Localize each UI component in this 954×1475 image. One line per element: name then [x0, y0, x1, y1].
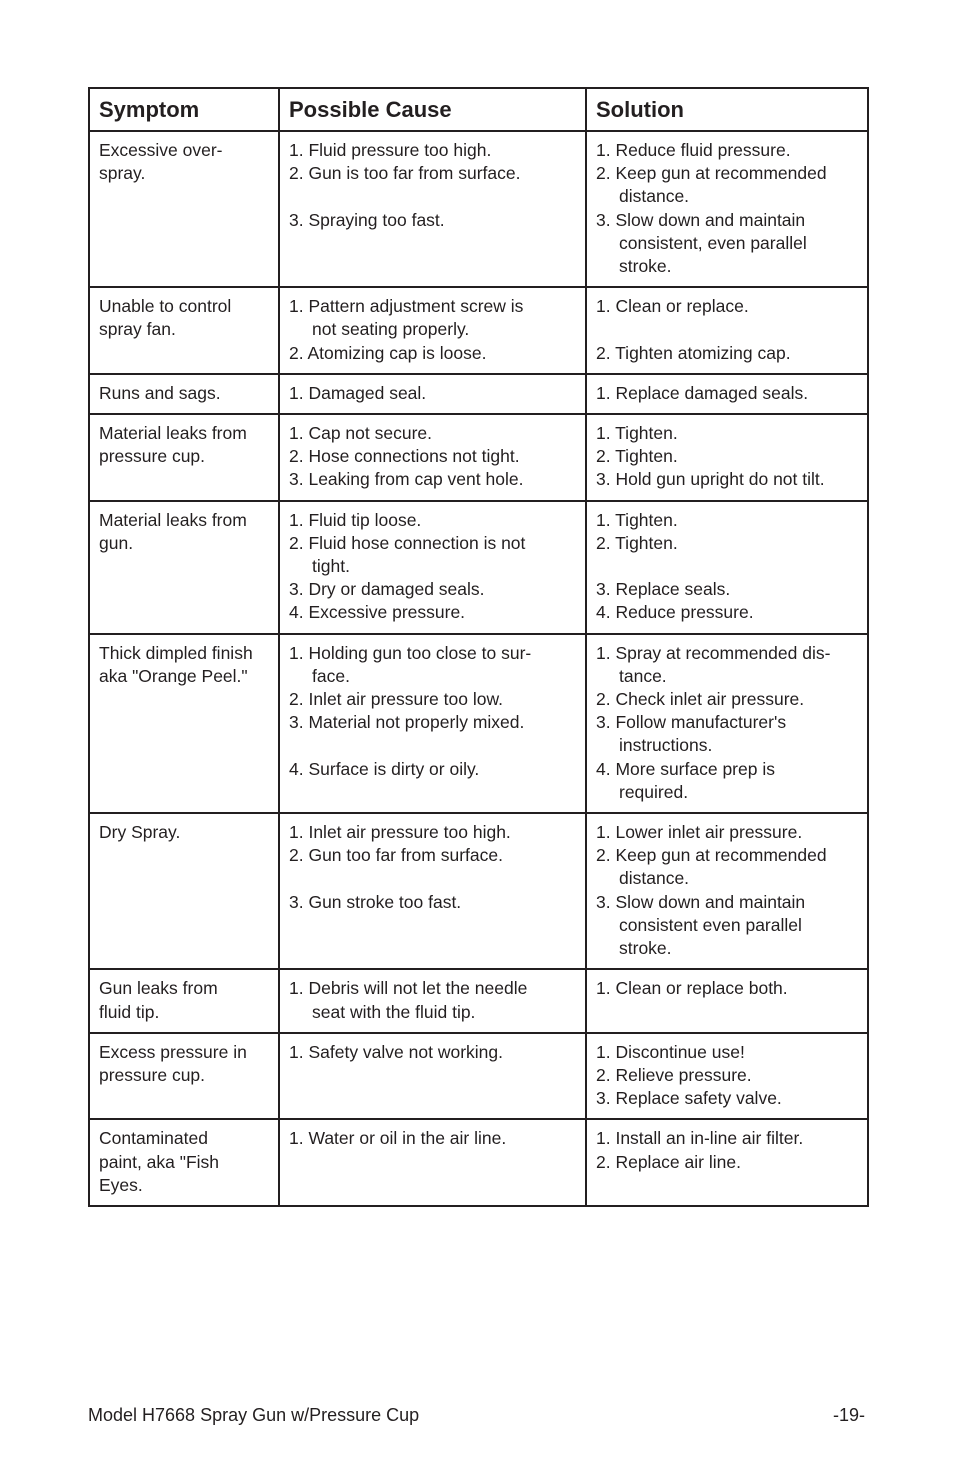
- symptom-cell: [89, 1119, 279, 1206]
- cause-item: 1. Cap not secure.: [289, 423, 432, 444]
- cause-cell: [279, 1033, 586, 1120]
- solution-item: 1. Discontinue use!: [596, 1041, 745, 1062]
- spacer: [289, 867, 576, 890]
- cause-cell: [279, 634, 586, 813]
- symptom-text: Excess pressure in pressure cup.: [99, 1041, 247, 1085]
- cause-item: 3. Gun stroke too fast.: [289, 891, 462, 912]
- table-row: [89, 131, 868, 287]
- solution-item: 2. Keep gun at recommended distance.: [596, 163, 827, 207]
- solution-item: 2. Tighten.: [596, 446, 678, 467]
- solution-item: 3. Slow down and maintain consistent even parallel stroke.: [596, 891, 806, 959]
- solution-cell: [586, 501, 868, 634]
- symptom-cell: [89, 501, 279, 634]
- solution-item: 1. Reduce fluid pressure.: [596, 140, 791, 160]
- symptom-cell: [89, 131, 279, 287]
- cause-cell: [279, 287, 586, 374]
- cause-cell: [279, 414, 586, 501]
- symptom-text: Contaminated paint, aka "Fish Eyes.: [99, 1128, 220, 1195]
- solution-item: 1. Clean or replace both.: [596, 978, 788, 999]
- cause-cell: [279, 1119, 586, 1206]
- troubleshooting-table: [88, 87, 869, 1207]
- cause-cell: [279, 374, 586, 414]
- cause-item: 1. Damaged seal.: [289, 382, 427, 403]
- cause-cell: [279, 501, 586, 634]
- symptom-text: Material leaks from pressure cup.: [99, 423, 247, 467]
- cause-item: 1. Safety valve not working.: [289, 1041, 503, 1062]
- footer-page-number: -19-: [832, 1405, 865, 1425]
- cause-item: 2. Hose connections not tight.: [289, 446, 520, 467]
- solution-item: 1. Install an in-line air filter.: [596, 1128, 804, 1149]
- solution-item: 3. Replace safety valve.: [596, 1088, 782, 1109]
- spacer: [596, 318, 858, 341]
- solution-item: 3. Hold gun upright do not tilt.: [596, 469, 825, 490]
- spacer: [289, 734, 576, 757]
- symptom-text: Runs and sags.: [99, 382, 221, 403]
- symptom-text: Excessive over- spray.: [99, 140, 223, 184]
- spacer: [596, 555, 858, 578]
- header-symptom: Symptom: [89, 88, 279, 131]
- footer-model: Model H7668 Spray Gun w/Pressure Cup: [88, 1405, 420, 1425]
- table-row: [89, 287, 868, 374]
- cause-item: 3. Dry or damaged seals.: [289, 579, 485, 600]
- cause-cell: [279, 813, 586, 969]
- symptom-text: Unable to control spray fan.: [99, 296, 232, 340]
- cause-item: 1. Fluid tip loose.: [289, 509, 422, 530]
- solution-item: 1. Tighten.: [596, 509, 678, 530]
- symptom-text: Gun leaks from fluid tip.: [99, 978, 218, 1022]
- table-row: [89, 1119, 868, 1206]
- solution-item: 1. Replace damaged seals.: [596, 382, 809, 403]
- solution-cell: [586, 414, 868, 501]
- solution-item: 2. Replace air line.: [596, 1151, 741, 1172]
- symptom-cell: [89, 414, 279, 501]
- cause-item: 3. Material not properly mixed.: [289, 712, 525, 733]
- table-row: [89, 813, 868, 969]
- solution-item: 1. Clean or replace.: [596, 296, 749, 317]
- solution-item: 1. Tighten.: [596, 423, 678, 444]
- solution-item: 3. Slow down and maintain consistent, even parallel stroke.: [596, 209, 807, 277]
- solution-item: 3. Replace seals.: [596, 579, 731, 600]
- solution-item: 1. Lower inlet air pressure.: [596, 822, 803, 843]
- header-possible-cause: Possible Cause: [279, 88, 586, 131]
- table-row: [89, 1033, 868, 1120]
- symptom-cell: [89, 374, 279, 414]
- symptom-cell: [89, 634, 279, 813]
- solution-item: 4. Reduce pressure.: [596, 602, 754, 623]
- solution-item: 2. Keep gun at recommended distance.: [596, 845, 827, 889]
- cause-item: 2. Fluid hose connection is not tight.: [289, 532, 526, 577]
- table-row: [89, 414, 868, 501]
- cause-item: 4. Excessive pressure.: [289, 602, 466, 623]
- cause-item: 1. Pattern adjustment screw is not seating properly.: [289, 296, 524, 340]
- solution-cell: [586, 813, 868, 969]
- solution-item: 2. Tighten.: [596, 532, 678, 553]
- symptom-cell: [89, 287, 279, 374]
- table-header-row: [89, 88, 868, 131]
- solution-cell: [586, 131, 868, 287]
- cause-item: 2. Atomizing cap is loose.: [289, 342, 487, 363]
- symptom-cell: [89, 1033, 279, 1120]
- solution-item: 2. Check inlet air pressure.: [596, 689, 805, 710]
- solution-cell: [586, 1119, 868, 1206]
- symptom-text: Thick dimpled finish aka "Orange Peel.": [99, 642, 253, 686]
- cause-item: 1. Holding gun too close to sur- face.: [289, 642, 532, 686]
- symptom-cell: [89, 969, 279, 1032]
- solution-cell: [586, 287, 868, 374]
- table-row: [89, 969, 868, 1032]
- solution-item: 1. Spray at recommended dis- tance.: [596, 642, 831, 686]
- cause-item: 3. Leaking from cap vent hole.: [289, 469, 524, 490]
- cause-item: 2. Inlet air pressure too low.: [289, 689, 503, 710]
- solution-cell: [586, 1033, 868, 1120]
- cause-item: 4. Surface is dirty or oily.: [289, 758, 480, 779]
- solution-item: 3. Follow manufacturer's instructions.: [596, 712, 787, 756]
- cause-item: 3. Spraying too fast.: [289, 209, 445, 230]
- solution-cell: [586, 374, 868, 414]
- table-row: [89, 634, 868, 813]
- cause-cell: [279, 969, 586, 1032]
- solution-item: 2. Relieve pressure.: [596, 1064, 752, 1085]
- solution-cell: [586, 634, 868, 813]
- symptom-text: Material leaks from gun.: [99, 509, 247, 553]
- header-solution: Solution: [586, 88, 868, 131]
- table-row: [89, 501, 868, 634]
- cause-cell: [279, 131, 586, 287]
- solution-item: 2. Tighten atomizing cap.: [596, 342, 791, 363]
- table-body: [89, 131, 868, 1206]
- solution-cell: [586, 969, 868, 1032]
- table-row: [89, 374, 868, 414]
- symptom-cell: [89, 813, 279, 969]
- cause-item: 2. Gun too far from surface.: [289, 845, 503, 866]
- cause-item: 1. Fluid pressure too high.: [289, 140, 492, 160]
- cause-item: 2. Gun is too far from surface.: [289, 163, 521, 184]
- symptom-text: Dry Spray.: [99, 822, 181, 843]
- cause-item: 1. Inlet air pressure too high.: [289, 822, 511, 843]
- spacer: [289, 185, 576, 208]
- cause-item: 1. Debris will not let the needle seat with the fluid tip.: [289, 978, 528, 1022]
- solution-item: 4. More surface prep is required.: [596, 758, 775, 802]
- cause-item: 1. Water or oil in the air line.: [289, 1128, 507, 1149]
